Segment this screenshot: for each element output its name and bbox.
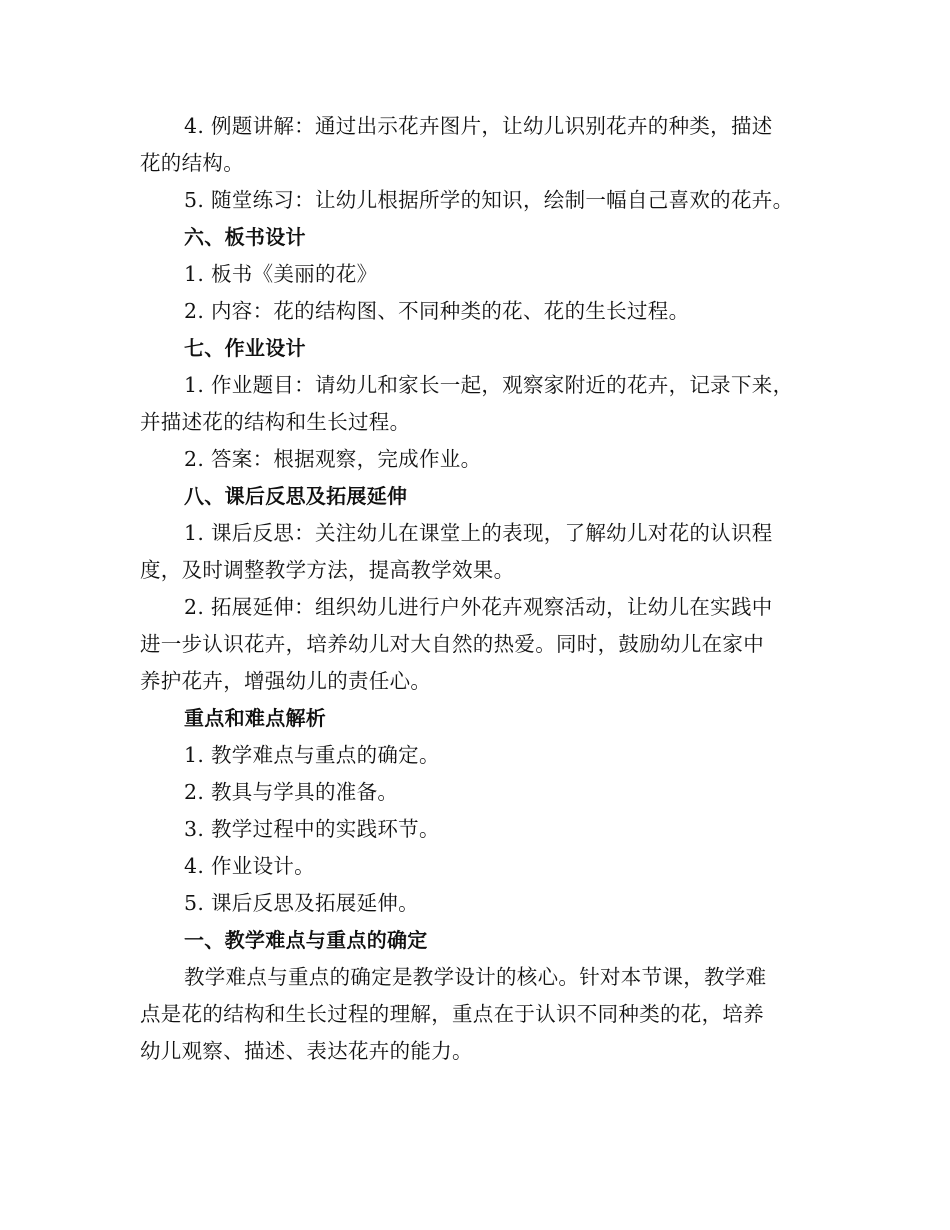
- list-item-key-point: 4. 作业设计。: [184, 854, 315, 878]
- list-item-homework-topic: 1. 作业题目：请幼儿和家长一起，观察家附近的花卉，记录下来，: [184, 373, 794, 397]
- list-item-example-explanation: 4. 例题讲解：通过出示花卉图片，让幼儿识别花卉的种类，描述: [184, 114, 773, 138]
- paragraph-line: 教学难点与重点的确定是教学设计的核心。针对本节课，教学难: [184, 965, 767, 989]
- list-item-continuation: 花的结构。: [140, 151, 244, 175]
- section-heading-homework-design: 七、作业设计: [184, 336, 306, 360]
- list-item-reflection: 1. 课后反思：关注幼儿在课堂上的表现，了解幼儿对花的认识程: [184, 521, 773, 545]
- section-heading-board-design: 六、板书设计: [184, 225, 306, 249]
- list-item-continuation: 并描述花的结构和生长过程。: [140, 410, 411, 434]
- list-item-board-content: 2. 内容：花的结构图、不同种类的花、花的生长过程。: [184, 299, 690, 323]
- paragraph-line: 幼儿观察、描述、表达花卉的能力。: [140, 1039, 473, 1063]
- list-item-class-practice: 5. 随堂练习：让幼儿根据所学的知识，绘制一幅自己喜欢的花卉。: [184, 188, 794, 212]
- section-heading-reflection: 八、课后反思及拓展延伸: [184, 484, 408, 508]
- paragraph-line: 点是花的结构和生长过程的理解，重点在于认识不同种类的花，培养: [140, 1002, 764, 1026]
- section-heading-key-points: 重点和难点解析: [184, 706, 327, 730]
- list-item-key-point: 3. 教学过程中的实践环节。: [184, 817, 440, 841]
- list-item-key-point: 1. 教学难点与重点的确定。: [184, 743, 440, 767]
- list-item-board-title: 1. 板书《美丽的花》: [184, 262, 378, 286]
- list-item-key-point: 5. 课后反思及拓展延伸。: [184, 891, 419, 915]
- list-item-continuation: 度，及时调整教学方法，提高教学效果。: [140, 558, 515, 582]
- list-item-continuation: 养护花卉，增强幼儿的责任心。: [140, 669, 432, 693]
- section-heading-difficulty: 一、教学难点与重点的确定: [184, 928, 428, 952]
- list-item-key-point: 2. 教具与学具的准备。: [184, 780, 399, 804]
- list-item-extension: 2. 拓展延伸：组织幼儿进行户外花卉观察活动，让幼儿在实践中: [184, 595, 773, 619]
- list-item-homework-answer: 2. 答案：根据观察，完成作业。: [184, 447, 482, 471]
- list-item-continuation: 进一步认识花卉，培养幼儿对大自然的热爱。同时，鼓励幼儿在家中: [140, 632, 764, 656]
